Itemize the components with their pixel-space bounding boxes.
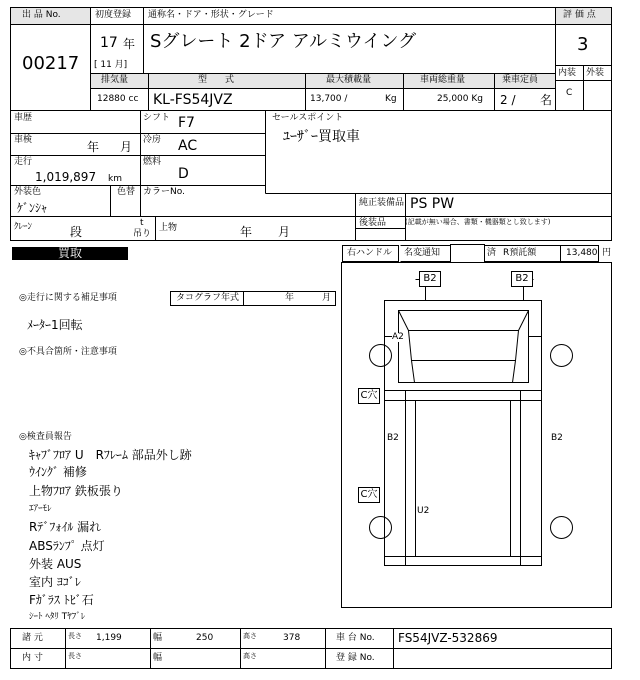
shift-value: F7 bbox=[178, 115, 195, 131]
height-value: 378 bbox=[283, 633, 301, 643]
chassis-number-value: FS54JVZ-532869 bbox=[398, 631, 498, 645]
damage-mark-b2-top-right: B2 bbox=[511, 271, 533, 287]
interior-label: 内装 bbox=[558, 68, 577, 78]
damage-mark-b2-right: B2 bbox=[551, 433, 563, 443]
deposit-status: 済 bbox=[487, 248, 497, 258]
crane-stage: 段 bbox=[70, 225, 83, 239]
damage-mark-u2: U2 bbox=[417, 506, 430, 516]
displacement-value: 12880 cc bbox=[97, 94, 139, 104]
max-load-value: 13,700 / bbox=[310, 94, 348, 104]
drive-note: ﾒｰﾀｰ1回転 bbox=[27, 318, 83, 332]
grade-label: 評 価 点 bbox=[563, 10, 596, 20]
aftermarket-note: (記載が無い場合、書類・機器類とし致します) bbox=[405, 218, 551, 226]
vehicle-description-label: 通称名・ドア・形状・グレード bbox=[148, 10, 274, 20]
top-mount-month: 月 bbox=[278, 225, 291, 239]
buy-badge: 買取 bbox=[12, 247, 128, 260]
crane-ton: t bbox=[140, 218, 144, 228]
ac-label: 冷房 bbox=[143, 135, 162, 145]
interior-grade: C bbox=[566, 88, 573, 98]
registration-year: 17 bbox=[100, 35, 118, 51]
damage-mark-b2-top-left: B2 bbox=[419, 271, 441, 287]
capacity-unit: 名 bbox=[540, 93, 553, 107]
fuel-label: 燃料 bbox=[143, 157, 162, 167]
recycle-deposit-value: 13,480 bbox=[566, 248, 598, 258]
lot-number-label: 出 品 No. bbox=[22, 10, 61, 20]
color-change-label: 色替 bbox=[117, 187, 136, 197]
report-line: 外装 AUS bbox=[29, 557, 82, 571]
chassis-number-label: 車 台 No. bbox=[336, 633, 375, 643]
height-label: 高さ bbox=[243, 632, 257, 640]
inner-length-label: 長さ bbox=[68, 652, 82, 660]
width-value: 250 bbox=[196, 633, 214, 643]
gross-weight-value: 25,000 Kg bbox=[437, 94, 483, 104]
truck-diagram bbox=[370, 280, 573, 566]
exterior-label: 外装 bbox=[586, 68, 605, 78]
ac-value: AC bbox=[178, 138, 198, 154]
width-label: 幅 bbox=[153, 633, 163, 643]
exterior-color-value: ｹﾞﾝｼｬ bbox=[17, 201, 48, 215]
inspector-report-title: ◎検査員報告 bbox=[19, 432, 72, 442]
mileage-value: 1,019,897 bbox=[35, 170, 97, 184]
mileage-label: 走行 bbox=[14, 157, 33, 167]
inner-width-label: 幅 bbox=[153, 653, 163, 663]
report-line: Fｶﾞﾗｽ ﾄﾋﾞ石 bbox=[29, 593, 94, 607]
crane-label: ｸﾚｰﾝ bbox=[14, 222, 33, 232]
tachograph-month: 月 bbox=[322, 293, 332, 303]
report-line: ｴｱｰﾓﾚ bbox=[29, 504, 52, 514]
report-line: ｳｲﾝｸﾞ 補修 bbox=[29, 465, 87, 479]
capacity-value: 2 / bbox=[500, 93, 516, 107]
damage-mark-a2: A2 bbox=[392, 332, 404, 342]
inspection-year: 年 bbox=[87, 140, 100, 154]
handle-side: 右ハンドル bbox=[347, 248, 393, 258]
top-mount-year: 年 bbox=[240, 225, 253, 239]
overall-grade: 3 bbox=[577, 34, 589, 55]
inner-dimensions-label: 内 寸 bbox=[22, 653, 43, 663]
lot-number: 00217 bbox=[22, 53, 80, 74]
registration-month: [ 11 月] bbox=[94, 60, 128, 70]
drive-notes-title: ◎走行に関する補足事項 bbox=[19, 293, 117, 303]
aftermarket-label: 後装品 bbox=[359, 218, 387, 228]
registration-year-unit: 年 bbox=[123, 37, 136, 51]
equipment-value: PS PW bbox=[410, 196, 455, 212]
tachograph-label: タコグラフ年式 bbox=[176, 293, 240, 303]
mileage-unit: km bbox=[108, 174, 122, 184]
top-mount-label: 上物 bbox=[159, 223, 178, 233]
dimensions-label: 諸 元 bbox=[22, 633, 43, 643]
model-code-label: 型 式 bbox=[198, 75, 235, 85]
damage-mark-c-hole-2: C穴 bbox=[358, 487, 380, 503]
shift-label: シフト bbox=[143, 113, 171, 123]
name-change-label: 名変通知 bbox=[404, 248, 441, 258]
length-label: 長さ bbox=[68, 632, 82, 640]
defect-title: ◎不具合箇所・注意事項 bbox=[19, 347, 117, 357]
gross-weight-label: 車両総重量 bbox=[420, 75, 466, 85]
inspection-month: 月 bbox=[120, 140, 133, 154]
capacity-label: 乗車定員 bbox=[502, 75, 539, 85]
equipment-label: 純正装備品 bbox=[359, 198, 405, 208]
inspection-label: 車検 bbox=[14, 135, 33, 145]
tachograph-year: 年 bbox=[285, 293, 295, 303]
color-code-label: カラーNo. bbox=[143, 187, 185, 197]
max-load-unit: Kg bbox=[385, 94, 397, 104]
registration-number-label: 登 録 No. bbox=[336, 653, 375, 663]
recycle-deposit-label: R預託額 bbox=[503, 248, 537, 258]
report-line: ｷｬﾌﾞﾌﾛｱ U Rﾌﾚｰﾑ 部品外し跡 bbox=[29, 448, 192, 462]
model-code-value: KL-FS54JVZ bbox=[153, 92, 233, 108]
recycle-deposit-unit: 円 bbox=[602, 248, 612, 258]
length-value: 1,199 bbox=[96, 633, 122, 643]
car-name: Sグレート 2ドア アルミウイング bbox=[150, 31, 417, 52]
sales-point-text: ﾕｰｻﾞｰ買取車 bbox=[283, 129, 360, 145]
first-registration-label: 初度登録 bbox=[95, 10, 132, 20]
report-line: 上物ﾌﾛｱ 鉄板張り bbox=[29, 484, 123, 498]
exterior-color-label: 外装色 bbox=[14, 187, 42, 197]
inner-height-label: 高さ bbox=[243, 652, 257, 660]
sales-point-label: セールスポイント bbox=[272, 113, 344, 123]
max-load-label: 最大積載量 bbox=[326, 75, 372, 85]
crane-hang: 吊り bbox=[133, 229, 152, 239]
history-label: 車歴 bbox=[14, 113, 33, 123]
report-line: Rﾃﾞﾌｫｲﾙ 漏れ bbox=[29, 520, 102, 534]
report-line: 室内 ﾖｺﾞﾚ bbox=[29, 575, 81, 589]
damage-mark-b2-left: B2 bbox=[387, 433, 399, 443]
damage-mark-c-hole-1: C穴 bbox=[358, 388, 380, 404]
displacement-label: 排気量 bbox=[101, 75, 129, 85]
fuel-value: D bbox=[178, 166, 189, 182]
report-line: ｼｰﾄ ﾍﾀﾘ Tﾔﾌﾞﾚ bbox=[29, 612, 86, 622]
report-line: ABSﾗﾝﾌﾟ 点灯 bbox=[29, 539, 105, 553]
